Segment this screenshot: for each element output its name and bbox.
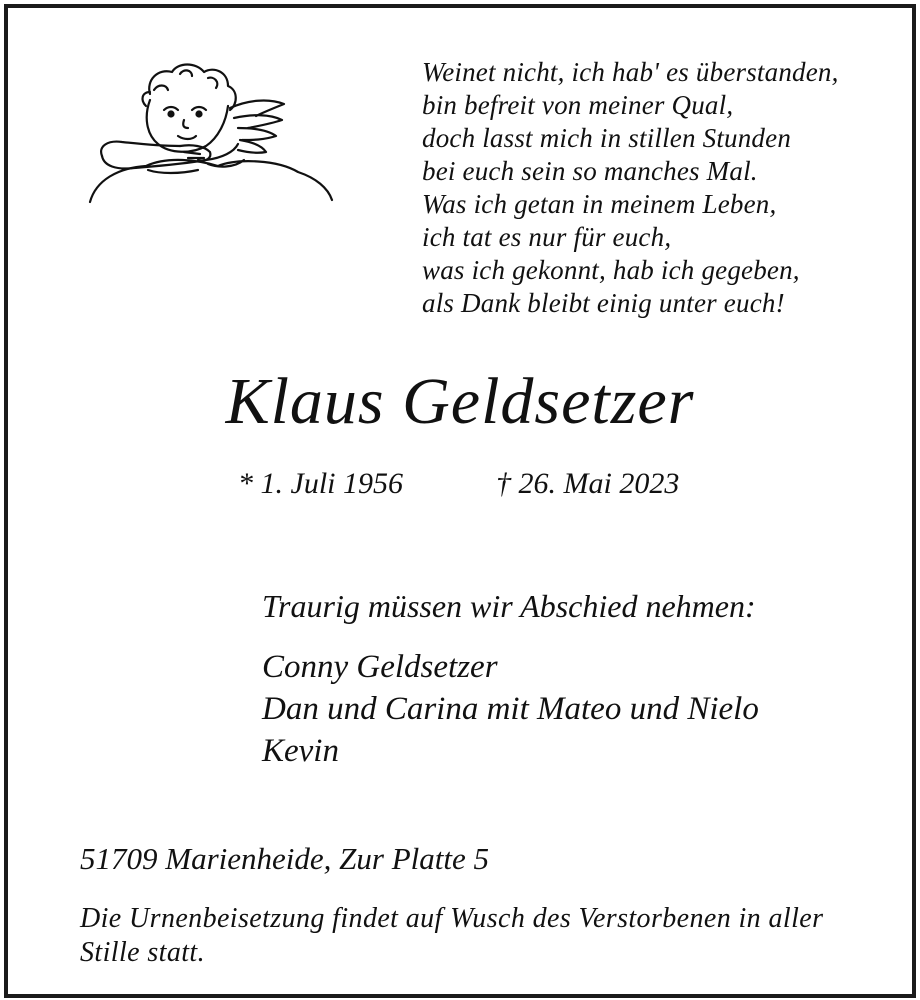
poem [422, 56, 882, 320]
death-date: † 26. Mai 2023 [496, 467, 680, 500]
poem-line: Was ich getan in meinem Leben, [422, 189, 777, 219]
poem-line: bin befreit von meiner Qual, [422, 90, 734, 120]
poem-line: ich tat es nur für euch, [422, 222, 672, 252]
family-address: 51709 Marienheide, Zur Platte 5 [80, 841, 489, 876]
burial-note: Die Urnenbeisetzung findet auf Wusch des Verstorbenen in aller Stille statt. [80, 903, 824, 968]
poem-line: bei euch sein so manches Mal. [422, 156, 758, 186]
deceased-name: Klaus Geldsetzer [225, 365, 695, 438]
poem-line: doch lasst mich in stillen Stunden [422, 123, 792, 153]
mourner-name: Dan und Carina mit Mateo und Nielo [262, 691, 759, 727]
mourners-list [262, 646, 759, 772]
birth-date: * 1. Juli 1956 [238, 467, 403, 500]
poem-line: Weinet nicht, ich hab' es überstanden, [422, 57, 839, 87]
cherub-angel-drawing [88, 60, 338, 210]
mourner-name: Kevin [262, 733, 339, 769]
farewell-intro: Traurig müssen wir Abschied nehmen: [262, 588, 756, 624]
poem-line: als Dank bleibt einig unter euch! [422, 288, 785, 318]
poem-line: was ich gekonnt, hab ich gegeben, [422, 255, 800, 285]
obituary-notice [4, 4, 916, 998]
mourner-name: Conny Geldsetzer [262, 649, 498, 685]
